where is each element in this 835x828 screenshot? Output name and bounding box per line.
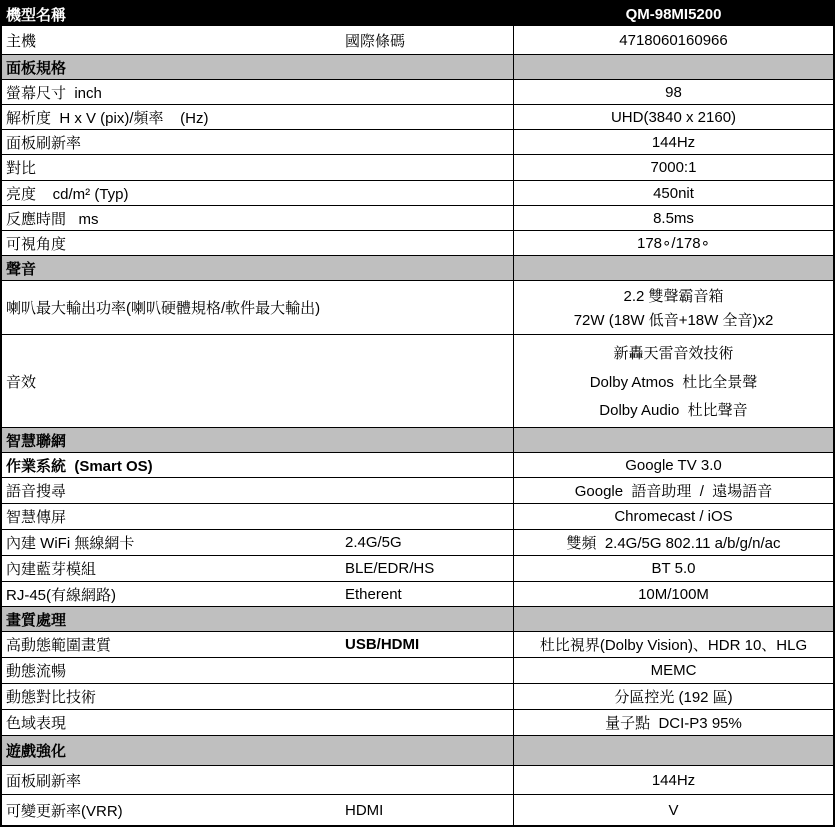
spec-row xyxy=(2,26,833,54)
spec-value xyxy=(513,710,833,735)
spec-row xyxy=(2,683,833,709)
spec-value xyxy=(513,231,833,255)
spec-row xyxy=(2,477,833,503)
spec-sublabel xyxy=(345,130,513,154)
value-line: 杜比視界(Dolby Vision)、HDR 10、HLG xyxy=(539,637,808,654)
spec-sublabel xyxy=(345,453,513,477)
spec-value xyxy=(513,206,833,230)
spec-label: 螢幕尺寸 inch xyxy=(6,84,102,102)
value-line: BT 5.0 xyxy=(651,560,696,577)
spec-sublabel: 國際條碼 xyxy=(345,32,406,50)
spec-label: 作業系統 (Smart OS) xyxy=(6,457,153,475)
spec-sublabel xyxy=(345,710,513,735)
value-line: 144Hz xyxy=(651,771,696,789)
model-number: QM-98MI5200 xyxy=(513,2,833,26)
value-line: Google TV 3.0 xyxy=(625,456,722,474)
spec-row xyxy=(2,154,833,180)
spec-sublabel xyxy=(345,181,513,205)
spec-value xyxy=(513,453,833,477)
value-line: Dolby Atmos 杜比全景聲 xyxy=(589,373,758,391)
spec-label: 解析度 H x V (pix)/頻率 (Hz) xyxy=(6,109,209,127)
section-header-row xyxy=(2,255,833,280)
spec-sublabel: 2.4G/5G xyxy=(345,534,402,551)
spec-label: 內建 WiFi 無線網卡 xyxy=(6,535,135,552)
spec-value xyxy=(513,181,833,205)
spec-value xyxy=(513,582,833,606)
spec-row xyxy=(2,280,833,334)
value-line: Dolby Audio 杜比聲音 xyxy=(599,401,748,419)
value-line: 新轟天雷音效技術 xyxy=(613,345,734,363)
value-line: 2.2 雙聲霸音箱 xyxy=(623,287,724,305)
spec-value xyxy=(513,130,833,154)
spec-value xyxy=(513,478,833,503)
value-line: 量子點 DCI-P3 95% xyxy=(605,715,742,732)
section-title: 面板規格 xyxy=(6,59,67,77)
spec-row xyxy=(2,180,833,205)
spec-label: 反應時間 ms xyxy=(6,210,99,228)
spec-sublabel xyxy=(345,478,513,503)
spec-sublabel xyxy=(345,658,513,683)
spec-sublabel xyxy=(345,281,513,334)
spec-label: 面板刷新率 xyxy=(6,772,82,790)
spec-sublabel xyxy=(345,736,513,765)
spec-row xyxy=(2,230,833,255)
value-line: 178∘/178∘ xyxy=(636,235,710,252)
spec-value xyxy=(513,684,833,709)
model-header-spacer xyxy=(345,2,513,26)
spec-value xyxy=(513,795,833,825)
spec-row xyxy=(2,129,833,154)
spec-value xyxy=(513,504,833,529)
spec-label: 色域表現 xyxy=(6,715,67,732)
spec-label: 內建藍芽模組 xyxy=(6,561,97,578)
spec-value xyxy=(513,80,833,104)
section-title: 智慧聯網 xyxy=(6,432,67,450)
spec-sublabel xyxy=(345,256,513,280)
value-line: 7000:1 xyxy=(650,159,697,176)
model-header-label: 機型名稱 xyxy=(6,6,67,24)
value-line: 72W (18W 低音+18W 全音)x2 xyxy=(573,312,774,330)
value-line: 450nit xyxy=(653,184,694,202)
spec-value xyxy=(513,530,833,555)
section-title: 遊戲強化 xyxy=(6,743,67,760)
value-line: MEMC xyxy=(650,662,697,679)
spec-label: 動態對比技術 xyxy=(6,689,97,706)
spec-row xyxy=(2,452,833,477)
spec-value xyxy=(513,26,833,54)
spec-value xyxy=(513,658,833,683)
spec-label: 亮度 cd/m² (Typ) xyxy=(6,185,129,203)
spec-label: 語音搜尋 xyxy=(6,483,67,500)
spec-sublabel: BLE/EDR/HS xyxy=(345,560,435,577)
spec-label: 動態流暢 xyxy=(6,663,67,680)
section-header-row xyxy=(2,735,833,765)
spec-sublabel xyxy=(345,607,513,631)
spec-row xyxy=(2,765,833,794)
spec-value xyxy=(513,428,833,452)
spec-row xyxy=(2,529,833,555)
spec-sublabel: Etherent xyxy=(345,585,402,603)
spec-value xyxy=(513,632,833,657)
spec-row xyxy=(2,631,833,657)
spec-value xyxy=(513,155,833,180)
spec-value xyxy=(513,766,833,794)
value-line: 雙頻 2.4G/5G 802.11 a/b/g/n/ac xyxy=(566,535,781,552)
spec-sublabel xyxy=(345,231,513,255)
spec-sublabel xyxy=(345,155,513,180)
value-line: Google 語音助理 / 遠場語音 xyxy=(574,483,773,500)
spec-sublabel: HDMI xyxy=(345,801,384,819)
spec-sublabel xyxy=(345,684,513,709)
spec-value xyxy=(513,281,833,334)
spec-value xyxy=(513,736,833,765)
spec-value xyxy=(513,556,833,581)
spec-label: 可視角度 xyxy=(6,235,67,253)
spec-sublabel xyxy=(345,206,513,230)
spec-sublabel xyxy=(345,335,513,427)
spec-label: 主機 xyxy=(6,32,37,50)
spec-row xyxy=(2,657,833,683)
model-header-row xyxy=(2,2,833,26)
spec-value xyxy=(513,335,833,427)
section-header-row xyxy=(2,427,833,452)
spec-row xyxy=(2,709,833,735)
spec-row xyxy=(2,555,833,581)
spec-row xyxy=(2,581,833,606)
value-line: 4718060160966 xyxy=(619,31,728,49)
section-header-row xyxy=(2,54,833,79)
value-line: 8.5ms xyxy=(653,209,694,227)
section-title: 聲音 xyxy=(6,260,37,278)
spec-label: 面板刷新率 xyxy=(6,134,82,152)
spec-row xyxy=(2,79,833,104)
spec-row xyxy=(2,334,833,427)
value-line: 分區控光 (192 區) xyxy=(614,689,733,706)
spec-label: 對比 xyxy=(6,160,37,177)
spec-value xyxy=(513,55,833,79)
section-header-row xyxy=(2,606,833,631)
spec-label: 高動態範圍畫質 xyxy=(6,637,112,654)
value-line: 98 xyxy=(665,83,682,101)
spec-sublabel: USB/HDMI xyxy=(345,636,420,653)
spec-label: 智慧傳屏 xyxy=(6,509,67,526)
spec-value xyxy=(513,607,833,631)
spec-label: RJ-45(有線網路) xyxy=(6,586,117,604)
section-title: 畫質處理 xyxy=(6,611,67,629)
spec-sublabel xyxy=(345,80,513,104)
spec-row xyxy=(2,503,833,529)
value-line: 144Hz xyxy=(651,133,696,151)
spec-sublabel xyxy=(345,105,513,129)
spec-label: 喇叭最大輸出功率(喇叭硬體規格/軟件最大輸出) xyxy=(6,300,321,317)
value-line: 10M/100M xyxy=(638,585,709,603)
spec-value xyxy=(513,105,833,129)
spec-sublabel xyxy=(345,55,513,79)
spec-row xyxy=(2,794,833,825)
spec-sublabel xyxy=(345,766,513,794)
spec-row xyxy=(2,104,833,129)
value-line: Chromecast / iOS xyxy=(614,508,733,525)
spec-rows-container xyxy=(2,26,833,825)
spec-value xyxy=(513,256,833,280)
spec-row xyxy=(2,205,833,230)
spec-label: 音效 xyxy=(6,373,37,391)
value-line: V xyxy=(668,801,679,819)
value-line: UHD(3840 x 2160) xyxy=(610,108,737,126)
spec-sublabel xyxy=(345,428,513,452)
spec-label: 可變更新率(VRR) xyxy=(6,802,123,820)
spec-sublabel xyxy=(345,504,513,529)
